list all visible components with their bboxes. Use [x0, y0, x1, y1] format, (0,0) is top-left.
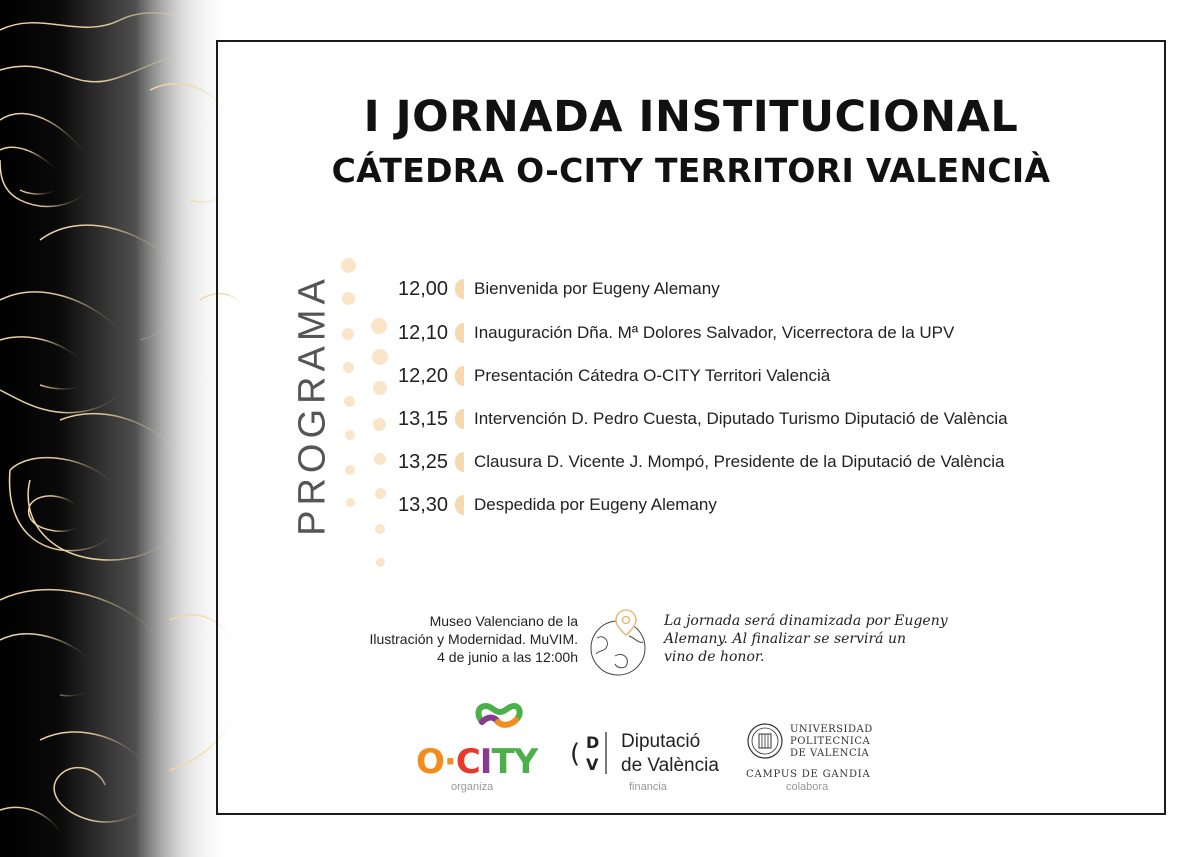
- program-item: [398, 318, 954, 348]
- program-description: Bienvenida por Eugeny Alemany: [474, 279, 720, 298]
- ocity-wordmark: [416, 742, 537, 782]
- organiza-caption: organiza: [451, 781, 494, 793]
- svg-text:(: (: [570, 739, 581, 769]
- program-description: Clausura D. Vicente J. Mompó, Presidente de la Diputació de València: [474, 452, 1005, 471]
- program-item: [398, 490, 717, 520]
- diputacio-monogram-icon: [566, 728, 610, 776]
- venue-line: Museo Valenciano de la: [429, 613, 578, 629]
- program-time: 13,30: [398, 493, 449, 516]
- decorative-dot: [376, 558, 385, 567]
- decorative-dot: [345, 430, 355, 440]
- program-time: 12,10: [398, 321, 449, 344]
- venue-info: [310, 612, 578, 666]
- half-circle-marker: [455, 279, 464, 299]
- diputacio-wordmark: [621, 730, 719, 778]
- half-circle-marker: [455, 323, 464, 343]
- upv-line: UNIVERSIDAD: [790, 724, 873, 735]
- globe-location-icon: [585, 606, 655, 678]
- diputacio-line: Diputació: [621, 731, 701, 752]
- venue-line: 4 de junio a las 12:00h: [437, 649, 578, 665]
- decorative-dot: [342, 292, 355, 305]
- note-line: La jornada será dinamizada por Eugeny: [664, 613, 948, 629]
- venue-line: Ilustración y Modernidad. MuVIM.: [369, 631, 578, 647]
- half-circle-marker: [455, 409, 464, 429]
- program-item: [398, 447, 1004, 477]
- program-item: [398, 274, 720, 304]
- note-line: vino de honor.: [664, 649, 765, 665]
- decorative-dot: [346, 498, 355, 507]
- program-item: [398, 361, 830, 391]
- decorative-dot: [341, 258, 356, 273]
- half-circle-marker: [455, 495, 464, 515]
- program-time: 12,20: [398, 364, 449, 387]
- decorative-dot: [373, 381, 387, 395]
- upv-line: DE VALENCIA: [790, 748, 870, 759]
- dv-mark-bottom: V: [586, 755, 599, 774]
- note-line: Alemany. Al finalizar se servirá un: [664, 631, 907, 647]
- financia-caption: financia: [629, 781, 667, 793]
- ocity-wordmark-text: O·CITY: [416, 742, 538, 782]
- program-item: [398, 404, 1008, 434]
- program-time: 13,15: [398, 407, 449, 430]
- program-label: PROGRAMA: [291, 274, 334, 536]
- decorative-dot: [374, 453, 386, 465]
- decorative-dot: [373, 418, 386, 431]
- colabora-caption: colabora: [786, 781, 829, 793]
- decorative-dot: [343, 362, 354, 373]
- decorative-dot: [375, 488, 386, 499]
- program-description: Intervención D. Pedro Cuesta, Diputado Turismo Diputació de València: [474, 409, 1008, 428]
- decorative-dot: [371, 318, 387, 334]
- program-time: 13,25: [398, 450, 449, 473]
- decorative-dot: [372, 349, 388, 365]
- half-circle-marker: [455, 452, 464, 472]
- upv-line: POLITECNICA: [790, 736, 871, 747]
- program-description: Inauguración Dña. Mª Dolores Salvador, Vicerrectora de la UPV: [474, 323, 955, 342]
- half-circle-marker: [455, 366, 464, 386]
- event-note: [664, 612, 1004, 666]
- decorative-dot: [345, 465, 355, 475]
- program-description: Despedida por Eugeny Alemany: [474, 495, 717, 514]
- diputacio-line: de València: [621, 755, 719, 776]
- decorative-dot: [375, 524, 385, 534]
- dv-mark-top: D: [586, 733, 600, 752]
- decorative-dot: [342, 328, 354, 340]
- program-time: 12,00: [398, 277, 449, 300]
- upv-seal-icon: [746, 722, 784, 760]
- program-description: Presentación Cátedra O-CITY Territori Valencià: [474, 366, 831, 385]
- upv-wordmark: [790, 724, 873, 760]
- page-subtitle: CÁTEDRA O-CITY TERRITORI VALENCIÀ: [331, 151, 1051, 190]
- decorative-dot: [344, 396, 355, 407]
- upv-campus: CAMPUS DE GANDIA: [746, 769, 871, 780]
- page-title: I JORNADA INSTITUCIONAL: [363, 92, 1019, 142]
